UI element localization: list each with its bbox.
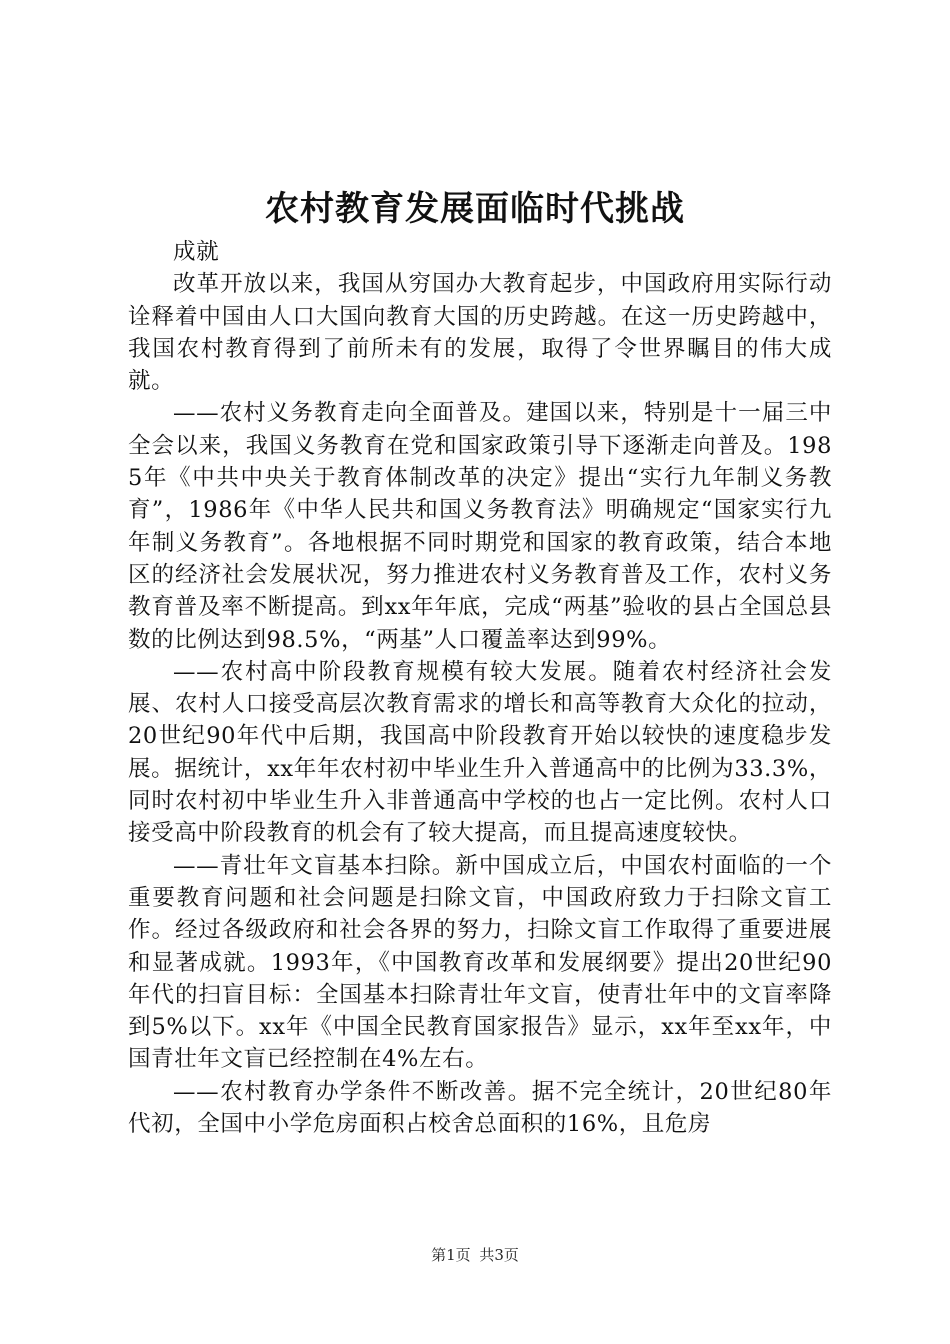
paragraph-illiteracy: ——青壮年文盲基本扫除。新中国成立后，中国农村面临的一个重要教育问题和社会问题是扫除文盲，中国政府致力于扫除文盲工作。经过各级政府和社会各界的努力，扫除文盲工作取得了重要进展和显著成就。1993年，《中国教育改革和发展纲要》提出20世纪90年代的扫盲目标：全国基本扫除青壮年文盲，使青壮年中的文盲率降到5%以下。xx年《中国全民教育国家报告》显示，xx年至xx年，中国青壮年文盲已经控制在4%左右。 bbox=[128, 852, 832, 1073]
paragraph-compulsory-education: ——农村义务教育走向全面普及。建国以来，特别是十一届三中全会以来，我国义务教育在党和国家政策引导下逐渐走向普及。1985年《中共中央关于教育体制改革的决定》提出“实行九年制义务教育”，1986年《中华人民共和国义务教育法》明确规定“国家实行九年制义务教育”。各地根据不同时期党和国家的教育政策，结合本地区的经济社会发展状况，努力推进农村义务教育普及工作，农村义务教育普及率不断提高。到xx年年底，完成“两基”验收的县占全国总县数的比例达到98.5%，“两基”人口覆盖率达到99%。 bbox=[128, 400, 832, 653]
page-footer bbox=[0, 1244, 950, 1266]
paragraph-school-conditions: ——农村教育办学条件不断改善。据不完全统计，20世纪80年代初，全国中小学危房面积占校舍总面积的16%，且危房 bbox=[128, 1078, 832, 1138]
paragraph-high-school: ——农村高中阶段教育规模有较大发展。随着农村经济社会发展、农村人口接受高层次教育需求的增长和高等教育大众化的拉动，20世纪90年代中后期，我国高中阶段教育开始以较快的速度稳步发展。据统计，xx年年农村初中毕业生升入普通高中的比例为33.3%，同时农村初中毕业生升入非普通高中学校的也占一定比例。农村人口接受高中阶段教育的机会有了较大提高，而且提高速度较快。 bbox=[128, 658, 832, 847]
paragraph-intro: 改革开放以来，我国从穷国办大教育起步，中国政府用实际行动诠释着中国由人口大国向教育大国的历史跨越。在这一历史跨越中，我国农村教育得到了前所未有的发展，取得了令世界瞩目的伟大成就。 bbox=[128, 271, 832, 395]
page-number: 第1页 bbox=[431, 1246, 471, 1264]
paragraph-heading: 成就 bbox=[173, 239, 220, 265]
document-title: 农村教育发展面临时代挑战 bbox=[265, 189, 685, 229]
page-total: 共3页 bbox=[479, 1246, 519, 1264]
document-body bbox=[128, 236, 832, 1140]
